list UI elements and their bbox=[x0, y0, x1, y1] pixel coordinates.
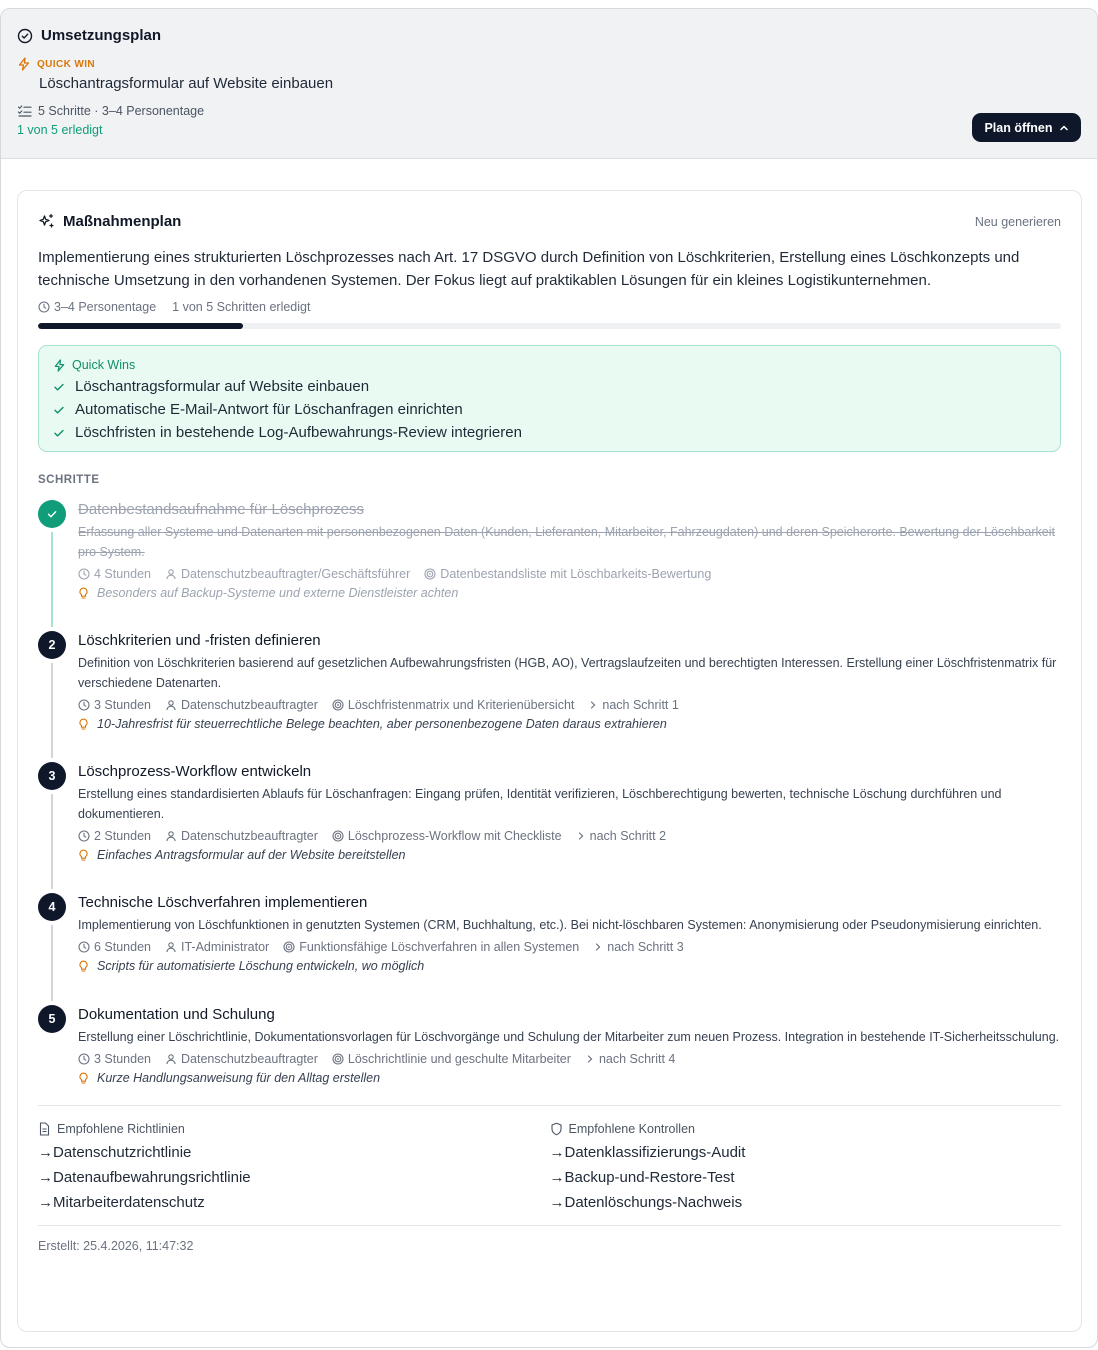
step-output bbox=[332, 1052, 571, 1066]
lightning-icon bbox=[17, 57, 31, 71]
step-title: Löschkriterien und -fristen definieren bbox=[78, 632, 321, 649]
controls-column bbox=[550, 1122, 1062, 1211]
target-icon bbox=[332, 1053, 344, 1065]
list-check-icon bbox=[17, 104, 32, 118]
step-role bbox=[165, 698, 318, 712]
clock-icon bbox=[78, 941, 90, 953]
step-title: Datenbestandsaufnahme für Löschprozess bbox=[78, 501, 365, 518]
step-time-text: 3 Stunden bbox=[94, 698, 151, 712]
control-label: Datenklassifizierungs-Audit bbox=[564, 1144, 746, 1161]
control-label: Backup-und-Restore-Test bbox=[564, 1169, 735, 1186]
step-2[interactable] bbox=[38, 631, 1061, 762]
step-description: Implementierung von Löschfunktionen in genutzten Systemen (CRM, Buchhaltung, etc.). Bei nicht-löschbaren Systemen: Anonymisierung oder Pseudonymisierung einrichten. bbox=[78, 918, 1042, 932]
sparkles-icon bbox=[38, 213, 55, 230]
clock-icon bbox=[38, 301, 50, 313]
chevron-right-icon bbox=[576, 831, 586, 841]
regenerate-button[interactable]: Neu generieren bbox=[974, 214, 1061, 229]
step-description: Erstellung einer Löschrichtlinie, Dokumentationsvorlagen für Löschvorgänge und Schulung der Mitarbeiter zum neuen Prozess. Integration in bestehende IT-Sicherheitsschulung. bbox=[78, 1030, 1060, 1044]
chevron-up-icon bbox=[1059, 123, 1069, 133]
step-time-text: 3 Stunden bbox=[94, 1052, 151, 1066]
policy-link[interactable] bbox=[38, 1194, 550, 1211]
header-title: Umsetzungsplan bbox=[41, 27, 162, 44]
target-icon bbox=[424, 568, 436, 580]
lightning-icon bbox=[53, 359, 66, 372]
step-output bbox=[424, 567, 711, 581]
recommendations bbox=[38, 1105, 1061, 1211]
check-icon bbox=[53, 404, 65, 416]
policy-label: Datenaufbewahrungsrichtlinie bbox=[53, 1169, 251, 1186]
step-dependency-text: nach Schritt 4 bbox=[598, 1052, 676, 1066]
progress-text: 1 von 5 Schritten erledigt bbox=[172, 300, 311, 314]
step-role bbox=[165, 567, 410, 581]
plan-panel bbox=[0, 8, 1098, 1348]
chevron-right-icon bbox=[585, 1054, 595, 1064]
step-dependency bbox=[585, 1052, 675, 1066]
quick-win-label: QUICK WIN bbox=[37, 58, 96, 70]
step-title: Löschprozess-Workflow entwickeln bbox=[78, 763, 312, 780]
check-circle-icon bbox=[17, 28, 33, 44]
policy-link[interactable] bbox=[38, 1169, 550, 1186]
step-meta bbox=[78, 829, 1061, 843]
chevron-right-icon bbox=[588, 700, 598, 710]
step-number[interactable]: 5 bbox=[38, 1005, 66, 1033]
effort-text: 3–4 Personentage bbox=[54, 300, 157, 314]
steps-label: SCHRITTE bbox=[38, 474, 100, 486]
step-tip-text: 10-Jahresfrist für steuerrechtliche Belege beachten, aber personenbezogene Daten daraus extrahieren bbox=[97, 717, 667, 731]
step-role-text: Datenschutzbeauftragter bbox=[181, 829, 318, 843]
step-done-icon[interactable] bbox=[38, 500, 66, 528]
steps-list bbox=[38, 500, 1061, 1085]
policy-label: Datenschutzrichtlinie bbox=[53, 1144, 192, 1161]
user-icon bbox=[165, 941, 177, 953]
quick-win-item bbox=[53, 378, 1046, 395]
shield-icon bbox=[550, 1122, 563, 1136]
step-time-text: 4 Stunden bbox=[94, 567, 151, 581]
arrow-icon: → bbox=[549, 1144, 565, 1161]
step-output-text: Löschrichtlinie und geschulte Mitarbeiter bbox=[347, 1052, 571, 1066]
step-role-text: IT-Administrator bbox=[181, 940, 270, 954]
lightbulb-icon bbox=[78, 1072, 89, 1085]
step-tip-text: Kurze Handlungsanweisung für den Alltag erstellen bbox=[97, 1071, 381, 1085]
step-description: Erstellung eines standardisierten Ablaufs für Löschanfragen: Eingang prüfen, Identität verifizieren, Löschberechtigung bewerten, technische Löschung durchführen und dokumentieren. bbox=[78, 787, 1002, 821]
step-role bbox=[165, 1052, 318, 1066]
step-output-text: Funktionsfähige Löschverfahren in allen Systemen bbox=[299, 940, 580, 954]
step-time bbox=[78, 1052, 151, 1066]
step-role-text: Datenschutzbeauftragter/Geschäftsführer bbox=[181, 567, 411, 581]
clock-icon bbox=[78, 1053, 90, 1065]
step-connector bbox=[51, 925, 53, 1001]
step-output-text: Löschfristenmatrix und Kriterienübersicht bbox=[347, 698, 575, 712]
step-meta bbox=[78, 940, 1061, 954]
user-icon bbox=[165, 1053, 177, 1065]
created-timestamp: Erstellt: 25.4.2026, 11:47:32 bbox=[38, 1225, 1061, 1253]
control-link[interactable] bbox=[550, 1144, 1062, 1161]
step-number[interactable]: 4 bbox=[38, 893, 66, 921]
step-tip bbox=[78, 959, 1061, 973]
step-number[interactable]: 3 bbox=[38, 762, 66, 790]
lightbulb-icon bbox=[78, 849, 89, 862]
step-time-text: 2 Stunden bbox=[94, 829, 151, 843]
target-icon bbox=[283, 941, 295, 953]
step-role bbox=[165, 829, 318, 843]
step-title: Technische Löschverfahren implementieren bbox=[78, 894, 368, 911]
step-connector bbox=[51, 794, 53, 889]
control-label: Datenlöschungs-Nachweis bbox=[564, 1194, 743, 1211]
step-role-text: Datenschutzbeauftragter bbox=[181, 698, 318, 712]
step-1[interactable] bbox=[38, 500, 1061, 631]
step-output bbox=[332, 698, 575, 712]
clock-icon bbox=[78, 699, 90, 711]
chevron-right-icon bbox=[593, 942, 603, 952]
quick-wins-box bbox=[38, 345, 1061, 452]
step-title: Dokumentation und Schulung bbox=[78, 1006, 275, 1023]
step-role-text: Datenschutzbeauftragter bbox=[181, 1052, 318, 1066]
step-dependency bbox=[576, 829, 666, 843]
arrow-icon: → bbox=[549, 1194, 565, 1211]
step-tip-text: Scripts für automatisierte Löschung entwickeln, wo möglich bbox=[97, 959, 425, 973]
step-time bbox=[78, 567, 151, 581]
progress-fill bbox=[38, 323, 243, 329]
step-tip-text: Besonders auf Backup-Systeme und externe Dienstleister achten bbox=[97, 586, 459, 600]
quick-win-text: Löschfristen in bestehende Log-Aufbewahrungs-Review integrieren bbox=[75, 424, 522, 441]
plan-header bbox=[1, 9, 1097, 159]
step-meta bbox=[78, 567, 1061, 581]
step-output-text: Datenbestandsliste mit Löschbarkeits-Bewertung bbox=[440, 567, 712, 581]
policies-column bbox=[38, 1122, 550, 1211]
step-tip bbox=[78, 586, 1061, 600]
lightbulb-icon bbox=[78, 718, 89, 731]
policies-title: Empfohlene Richtlinien bbox=[57, 1122, 185, 1136]
progress-bar bbox=[38, 323, 1061, 329]
quick-wins-title: Quick Wins bbox=[72, 358, 136, 372]
step-time bbox=[78, 829, 151, 843]
step-role bbox=[165, 940, 269, 954]
step-output bbox=[332, 829, 562, 843]
clock-icon bbox=[78, 568, 90, 580]
step-4[interactable] bbox=[38, 893, 1061, 1005]
control-link[interactable] bbox=[550, 1169, 1062, 1186]
step-time bbox=[78, 940, 151, 954]
step-3[interactable] bbox=[38, 762, 1061, 893]
step-tip bbox=[78, 848, 1061, 862]
step-dependency-text: nach Schritt 1 bbox=[602, 698, 679, 712]
check-icon bbox=[53, 381, 65, 393]
step-5[interactable] bbox=[38, 1005, 1061, 1085]
quick-win-text: Automatische E-Mail-Antwort für Löschanfragen einrichten bbox=[75, 401, 463, 418]
clock-icon bbox=[78, 830, 90, 842]
step-connector bbox=[51, 663, 53, 758]
quick-win-text: Löschantragsformular auf Website einbauen bbox=[75, 378, 370, 395]
header-subtitle: Löschantragsformular auf Website einbauen bbox=[39, 75, 334, 92]
quick-win-item bbox=[53, 424, 1046, 441]
check-icon bbox=[53, 427, 65, 439]
user-icon bbox=[165, 830, 177, 842]
step-description: Definition von Löschkriterien basierend auf gesetzlichen Aufbewahrungsfristen (HGB, AO), Vertragslaufzeiten und berechtigten Interessen. Erstellung einer Löschfristenmatrix für verschiedene Datenarten. bbox=[78, 656, 1057, 690]
header-done-count: 1 von 5 erledigt bbox=[17, 123, 103, 137]
arrow-icon: → bbox=[38, 1144, 53, 1161]
step-time bbox=[78, 698, 151, 712]
step-dependency-text: nach Schritt 3 bbox=[607, 940, 684, 954]
policy-link[interactable] bbox=[38, 1144, 550, 1161]
plan-open-label: Plan öffnen bbox=[984, 120, 1053, 135]
step-meta bbox=[78, 1052, 1061, 1066]
step-connector bbox=[51, 532, 53, 627]
step-dependency-text: nach Schritt 2 bbox=[589, 829, 667, 843]
step-dependency bbox=[588, 698, 678, 712]
arrow-icon: → bbox=[38, 1194, 53, 1211]
plan-open-button[interactable] bbox=[972, 113, 1081, 142]
target-icon bbox=[332, 830, 344, 842]
measures-card bbox=[17, 190, 1082, 1332]
lightbulb-icon bbox=[78, 587, 89, 600]
document-icon bbox=[38, 1122, 51, 1136]
user-icon bbox=[165, 699, 177, 711]
step-description: Erfassung aller Systeme und Datenarten mit personenbezogenen Daten (Kunden, Lieferanten, Mitarbeiter, Fahrzeugdaten) und deren Speicherorte. Bewertung der Löschbarkeit pro System. bbox=[78, 525, 1055, 559]
header-meta: 5 Schritte · 3–4 Personentage bbox=[38, 104, 205, 118]
arrow-icon: → bbox=[38, 1169, 53, 1186]
step-number[interactable]: 2 bbox=[38, 631, 66, 659]
step-output bbox=[283, 940, 579, 954]
controls-title: Empfohlene Kontrollen bbox=[568, 1122, 695, 1136]
lightbulb-icon bbox=[78, 960, 89, 973]
card-title: Maßnahmenplan bbox=[63, 213, 182, 230]
step-time-text: 6 Stunden bbox=[94, 940, 151, 954]
quick-win-item bbox=[53, 401, 1046, 418]
policy-label: Mitarbeiterdatenschutz bbox=[53, 1194, 205, 1211]
user-icon bbox=[165, 568, 177, 580]
control-link[interactable] bbox=[550, 1194, 1062, 1211]
target-icon bbox=[332, 699, 344, 711]
arrow-icon: → bbox=[549, 1169, 565, 1186]
step-dependency bbox=[593, 940, 683, 954]
step-tip bbox=[78, 717, 1061, 731]
step-tip bbox=[78, 1071, 1061, 1085]
step-tip-text: Einfaches Antragsformular auf der Website bereitstellen bbox=[97, 848, 406, 862]
plan-description: Implementierung eines strukturierten Löschprozesses nach Art. 17 DSGVO durch Definition von Löschkriterien, Erstellung eines Löschkonzepts und technische Umsetzung in den vorhandenen Systemen. Der Fokus liegt auf praktikablen Lösungen für ein kleines Logistikunternehmen. bbox=[38, 249, 1020, 289]
step-meta bbox=[78, 698, 1061, 712]
step-output-text: Löschprozess-Workflow mit Checkliste bbox=[347, 829, 562, 843]
